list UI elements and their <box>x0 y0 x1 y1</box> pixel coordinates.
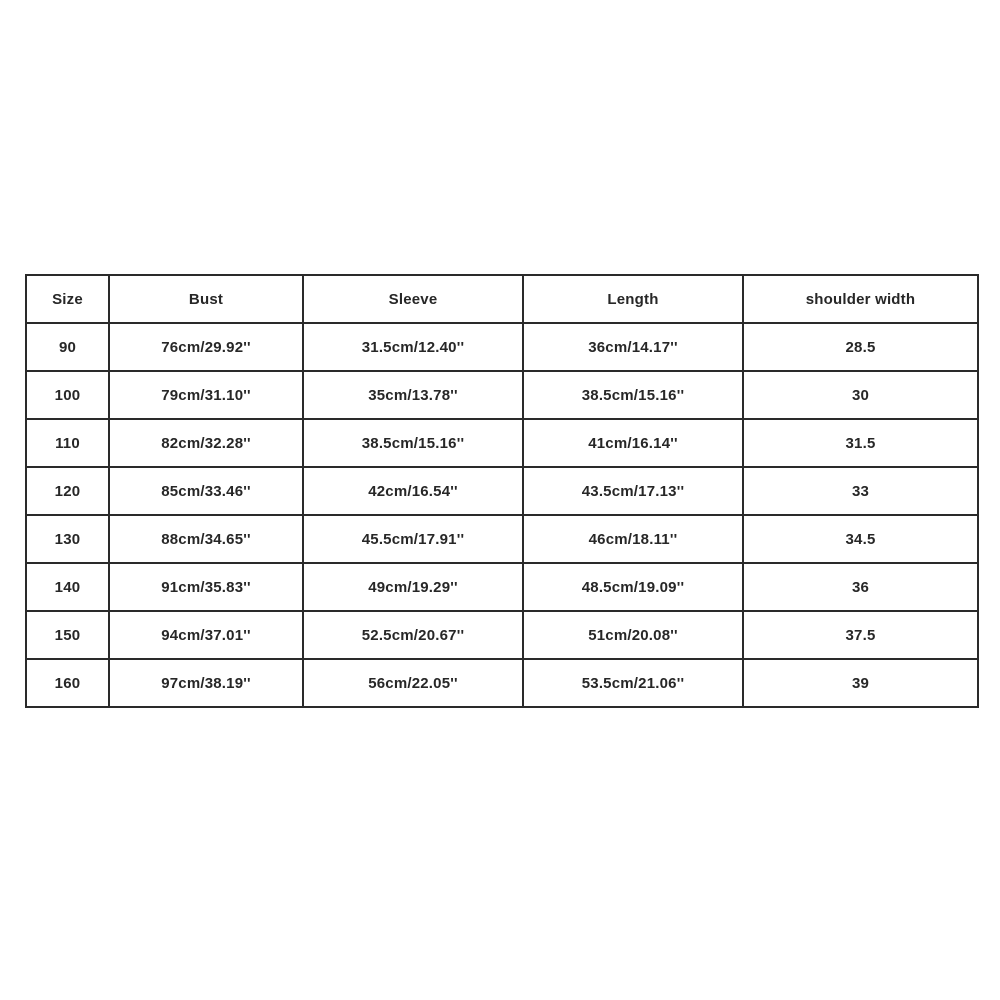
header-row <box>26 275 978 323</box>
table-cell: 36 <box>743 563 978 611</box>
table-cell: 39 <box>743 659 978 707</box>
table-cell: 46cm/18.11'' <box>523 515 743 563</box>
column-header: Bust <box>109 275 303 323</box>
table-cell: 35cm/13.78'' <box>303 371 523 419</box>
table-cell: 38.5cm/15.16'' <box>303 419 523 467</box>
table-cell: 90 <box>26 323 109 371</box>
table-cell: 100 <box>26 371 109 419</box>
table-row <box>26 371 978 419</box>
table-cell: 56cm/22.05'' <box>303 659 523 707</box>
table-cell: 45.5cm/17.91'' <box>303 515 523 563</box>
table-cell: 91cm/35.83'' <box>109 563 303 611</box>
table-cell: 33 <box>743 467 978 515</box>
table-cell: 38.5cm/15.16'' <box>523 371 743 419</box>
table-cell: 42cm/16.54'' <box>303 467 523 515</box>
table-row <box>26 323 978 371</box>
table-cell: 52.5cm/20.67'' <box>303 611 523 659</box>
table-cell: 82cm/32.28'' <box>109 419 303 467</box>
table-cell: 88cm/34.65'' <box>109 515 303 563</box>
table-cell: 150 <box>26 611 109 659</box>
column-header: Size <box>26 275 109 323</box>
table-cell: 53.5cm/21.06'' <box>523 659 743 707</box>
size-chart-table <box>25 274 979 708</box>
table-row <box>26 611 978 659</box>
table-row <box>26 563 978 611</box>
table-cell: 37.5 <box>743 611 978 659</box>
table-body <box>26 323 978 707</box>
table-cell: 130 <box>26 515 109 563</box>
table-cell: 110 <box>26 419 109 467</box>
table-cell: 85cm/33.46'' <box>109 467 303 515</box>
table-cell: 160 <box>26 659 109 707</box>
table-row <box>26 419 978 467</box>
table-cell: 30 <box>743 371 978 419</box>
table-cell: 120 <box>26 467 109 515</box>
table-cell: 79cm/31.10'' <box>109 371 303 419</box>
column-header: Sleeve <box>303 275 523 323</box>
table-cell: 41cm/16.14'' <box>523 419 743 467</box>
table-cell: 76cm/29.92'' <box>109 323 303 371</box>
table-cell: 51cm/20.08'' <box>523 611 743 659</box>
table-cell: 43.5cm/17.13'' <box>523 467 743 515</box>
table-cell: 97cm/38.19'' <box>109 659 303 707</box>
table-row <box>26 515 978 563</box>
table-row <box>26 659 978 707</box>
size-chart <box>25 274 979 708</box>
table-cell: 28.5 <box>743 323 978 371</box>
column-header: shoulder width <box>743 275 978 323</box>
table-cell: 36cm/14.17'' <box>523 323 743 371</box>
table-cell: 94cm/37.01'' <box>109 611 303 659</box>
table-cell: 34.5 <box>743 515 978 563</box>
table-row <box>26 467 978 515</box>
column-header: Length <box>523 275 743 323</box>
table-cell: 31.5cm/12.40'' <box>303 323 523 371</box>
table-cell: 48.5cm/19.09'' <box>523 563 743 611</box>
table-cell: 49cm/19.29'' <box>303 563 523 611</box>
table-cell: 31.5 <box>743 419 978 467</box>
table-cell: 140 <box>26 563 109 611</box>
